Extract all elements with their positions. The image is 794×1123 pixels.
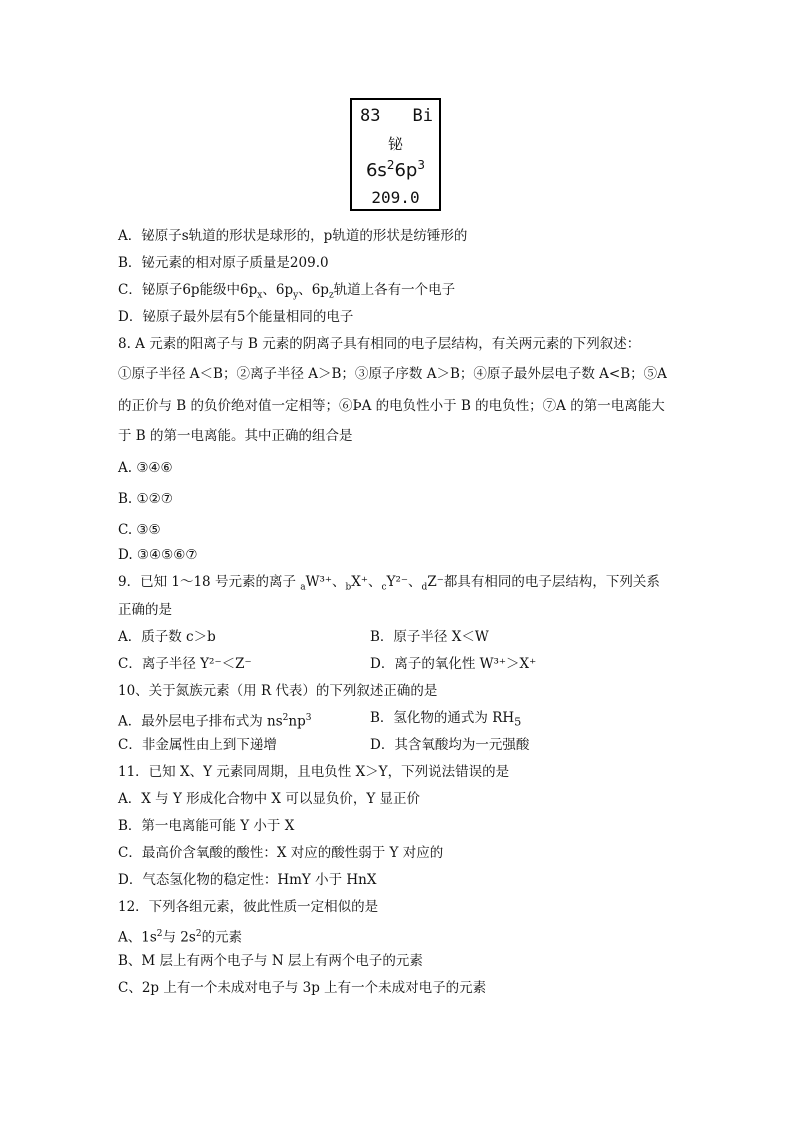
q10-option-d: D．其含氧酸均为一元强酸 xyxy=(370,737,530,753)
q11-option-a: A．X 与 Y 形成化合物中 X 可以显负价，Y 显正价 xyxy=(118,791,421,807)
q8-stem-line-1: 8. A 元素的阳离子与 B 元素的阴离子具有相同的电子层结构，有关两元素的下列叙述： xyxy=(118,336,641,352)
element-header xyxy=(360,106,433,126)
element-name: 铋 xyxy=(387,135,403,153)
q11-option-c: C．最高价含氧酸的酸性：X 对应的酸性弱于 Y 对应的 xyxy=(118,845,444,861)
q11-option-d: D．气态氢化物的稳定性：HmY 小于 HnX xyxy=(118,872,377,888)
q8-stem-line-4: 于 B 的第一电离能。其中正确的组合是 xyxy=(118,428,353,444)
q8-option-d: D. ③④⑤⑥⑦ xyxy=(118,547,198,563)
q8-stem-line-2: ①原子半径 A＜B；②离子半径 A＞B；③原子序数 A＞B；④原子最外层电子数 A<B；⑤A xyxy=(118,366,667,382)
q8-option-b: B. ①②⑦ xyxy=(118,491,173,507)
periodic-element-card xyxy=(350,98,441,211)
q10-stem: 10、关于氮族元素（用 R 代表）的下列叙述正确的是 xyxy=(118,683,438,699)
q12-stem: 12．下列各组元素，彼此性质一定相似的是 xyxy=(118,899,379,915)
q7-option-b: B．铋元素的相对原子质量是209.0 xyxy=(118,255,329,271)
q9-option-d: D．离子的氧化性 W³⁺＞X⁺ xyxy=(370,656,537,672)
q9-stem-line-2: 正确的是 xyxy=(118,602,172,618)
q10-option-c: C．非金属性由上到下递增 xyxy=(118,737,277,753)
q7-option-c: C．铋原子6p能级中$6p_x$、$6p_y$、$6p_z$轨道上各有一个电子 xyxy=(118,282,456,301)
q8-option-c: C. ③⑤ xyxy=(118,522,161,538)
q12-option-a: A、$1s^2$与 $2s^2$的元素 xyxy=(118,929,243,946)
q12-option-c: C、2p 上有一个未成对电子与 3p 上有一个未成对电子的元素 xyxy=(118,980,487,996)
q11-option-b: B．第一电离能可能 Y 小于 X xyxy=(118,818,295,834)
atomic-mass: 209.0 xyxy=(371,188,420,207)
q10-option-a: A．最外层电子排布式为 $ns^2np^3$ xyxy=(118,713,312,730)
q12-option-b: B、M 层上有两个电子与 N 层上有两个电子的元素 xyxy=(118,953,423,969)
atomic-number: 83 xyxy=(360,106,381,126)
electron-configuration: $6s^26p^3$ xyxy=(365,158,425,181)
q10-option-b: B．氢化物的通式为 $RH_5$ xyxy=(370,710,522,729)
q7-option-d: D．铋原子最外层有5个能量相同的电子 xyxy=(118,309,354,325)
q9-option-a: A．质子数 c＞b xyxy=(118,629,216,645)
q8-option-a: A. ③④⑥ xyxy=(118,460,173,476)
element-symbol: Bi xyxy=(412,106,433,126)
q7-option-a: A．铋原子s轨道的形状是球形的，p轨道的形状是纺锤形的 xyxy=(118,228,468,244)
q8-stem-line-3: 的正价与 B 的负价绝对值一定相等；⑥ÞA 的电负性小于 B 的电负性；⑦A 的第一电离能大 xyxy=(118,398,665,414)
q9-option-c: C．离子半径 Y²⁻＜Z⁻ xyxy=(118,656,252,672)
q9-stem-line-1: 9．已知 1～18 号元素的离子 $_a$W³⁺、$_b$X⁺、$_c$Y²⁻、$_d$Z⁻都具有相同的电子层结构，下列关系 xyxy=(118,574,660,593)
q9-option-b: B．原子半径 X＜W xyxy=(370,629,489,645)
q11-stem: 11．已知 X、Y 元素同周期，且电负性 X＞Y，下列说法错误的是 xyxy=(118,764,510,780)
